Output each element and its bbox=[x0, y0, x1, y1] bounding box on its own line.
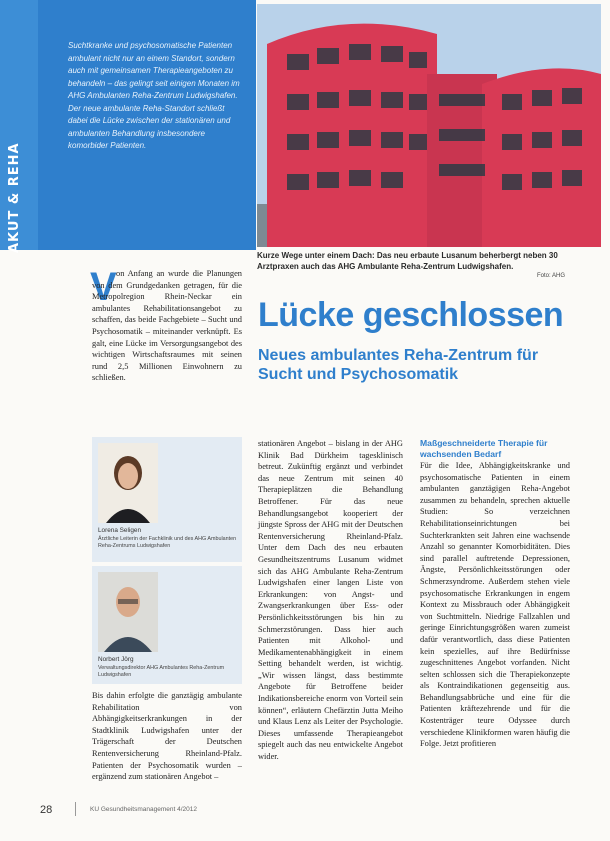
intro-box bbox=[38, 0, 256, 250]
portrait-photo bbox=[98, 572, 158, 652]
photo-caption: Kurze Wege unter einem Dach: Das neu erbaute Lusanum beherbergt neben 30 Arztpraxen auch das AHG Ambulante Reha-Zentrum Ludwigshafen. bbox=[257, 251, 558, 271]
page-subtitle: Neues ambulantes Reha-Zentrum für Sucht und Psychosomatik bbox=[258, 347, 539, 383]
section-heading: Maßgeschneiderte Therapie für wachsenden Bedarf bbox=[420, 438, 548, 459]
column-3-text: Für die Idee, Abhängigkeitskranke und psychosomatische Patienten in einem ambulanten ganztägigen Reha-Angebot zusammen zu behandeln, sprechen aktuelle Studien: So verzeichnen Rehabilitationseinrichtungen bei Suchterkrankten seit Jahren eine wachsende Anzahl so genannter Komorbiditäten. Dies sind parallel auftretende Depressionen, Ängste, Persönlichkeitsstörungen oder Schmerzsyndrome. Außerdem stehen viele psychosomatische Erkrankungen in engem Kontext zu Missbrauch oder Abhängigkeit von Suchtmitteln. Niedrige Fallzahlen und geringe Einrichtungsgrößen waren zumeist dafür verantwortlich, dass diese Patienten kein spezielles, auf ihre Bedürfnisse zugeschnittenes Angebot vorfanden. Nicht selten schlossen sich die Therapiekonzepte als Kontraindikationen gegenseitig aus. Behandlungsabbrüche und eine für die Patienten kräftezehrende und für die Kostenträger teure Odyssee durch verschiedene Klinikformen waren häufig die Folge. Jetzt profitieren bbox=[420, 461, 570, 749]
page-title: Lücke geschlossen bbox=[258, 296, 564, 334]
column-3 bbox=[420, 438, 570, 750]
section-tab-label: AKUT & REHA bbox=[7, 142, 22, 254]
photo-credit: Foto: AHG bbox=[537, 273, 566, 279]
hero-photo bbox=[257, 4, 601, 247]
publication-source: KU Gesundheitsmanagement 4/2012 bbox=[90, 806, 197, 813]
profile-role: Verwaltungsdirektor AHG Ambulantes Reha-Zentrum Ludwigshafen bbox=[98, 665, 225, 678]
lead-paragraph bbox=[90, 265, 242, 428]
drop-cap: V bbox=[90, 265, 117, 309]
profile-name: Norbert Jörg bbox=[98, 656, 134, 663]
column-2-text: stationären Angebot – bislang in der AHG Klinik Bad Dürkheim tagesklinisch betreut. Zukünftig ergänzt und verbindet das neue Zentrum mit seinen 40 Therapieplätzen die Behandlung Betroffener. Für das neue Behandlungsangebot kooperiert der jüngste Spross der AHG mit der Deutschen Rentenversicherung Rheinland-Pfalz. Unter dem Dach des neu erbauten Gesundheitszentrums Lusanum widmet sich das AHG Ambulante Reha-Zentrum Ludwigshafen einer langen Liste von Erkrankungen: von Angst- und Zwangserkrankungen über Ess- oder Persönlichkeitsstörungen bis hin zu Schmerzstörungen. Dass hier auch Patienten mit Alkohol- und Medikamentenabhängigkeit in einem Setting behandelt werden, ist wichtig. „Wir wissen längst, dass bestimmte Angebote für Betroffene beider Indikationsbereiche enorm von Vorteil sein können“, erläutern Chefärztin Jutta Meiho und Klaus Lenz als Leiter der Psychologie. Dieses umfassende Therapieangebot spiegelt auch das neu entwickelte Angebot wider. bbox=[258, 439, 403, 762]
profile-card-joerg bbox=[92, 566, 242, 684]
profile-name: Lorena Seligen bbox=[98, 527, 141, 534]
intro-text: Suchtkranke und psychosomatische Patienten ambulant nicht nur an einem Standort, sondern auch mit gemeinsamen Therapieangeboten zu behandeln – das gelingt seit einigen Monaten im AHG Ambulanten Reha-Zentrum Ludwigshafen. Der neue ambulante Reha-Standort schließt dabei die Lücke zwischen der stationären und ambulanten Behandlung insbesondere komorbider Patienten. bbox=[68, 41, 240, 150]
column-1-text: Bis dahin erfolgte die ganztägig ambulante Rehabilitation von Abhängigkeitserkrankungen in der Stadtklinik Ludwigshafen unter der Trägerschaft der Deutschen Rentenversicherung Rheinland-Pfalz. Patienten der Psychosomatik wurden – ergänzend zum stationären Angebot – bbox=[92, 691, 242, 782]
lead-text: on Anfang an wurde die Planungen von dem Grundgedanken getragen, für die Metropolregion Rhein-Neckar ein ambulantes Rehabilitationsangebot zu schaffen, das beide Fachgebiete – Sucht und Psychosomatik – miteinander verknüpft. Es galt, eine Lücke im Versorgungsangebot des wichtigen Wirtschaftsraumes mit seinen rund 2,5 Millionen Einwohnern zu schließen. bbox=[92, 269, 242, 383]
page-number: 28 bbox=[40, 804, 53, 816]
profile-role: Ärztliche Leiterin der Fachklinik und des AHG Ambulanten Reha-Zentrums Ludwigshafen bbox=[98, 536, 237, 549]
building-illustration bbox=[257, 4, 601, 247]
portrait-photo bbox=[98, 443, 158, 523]
section-tab bbox=[0, 0, 38, 254]
footer-divider bbox=[75, 802, 76, 816]
profile-card-seligen bbox=[92, 437, 242, 562]
